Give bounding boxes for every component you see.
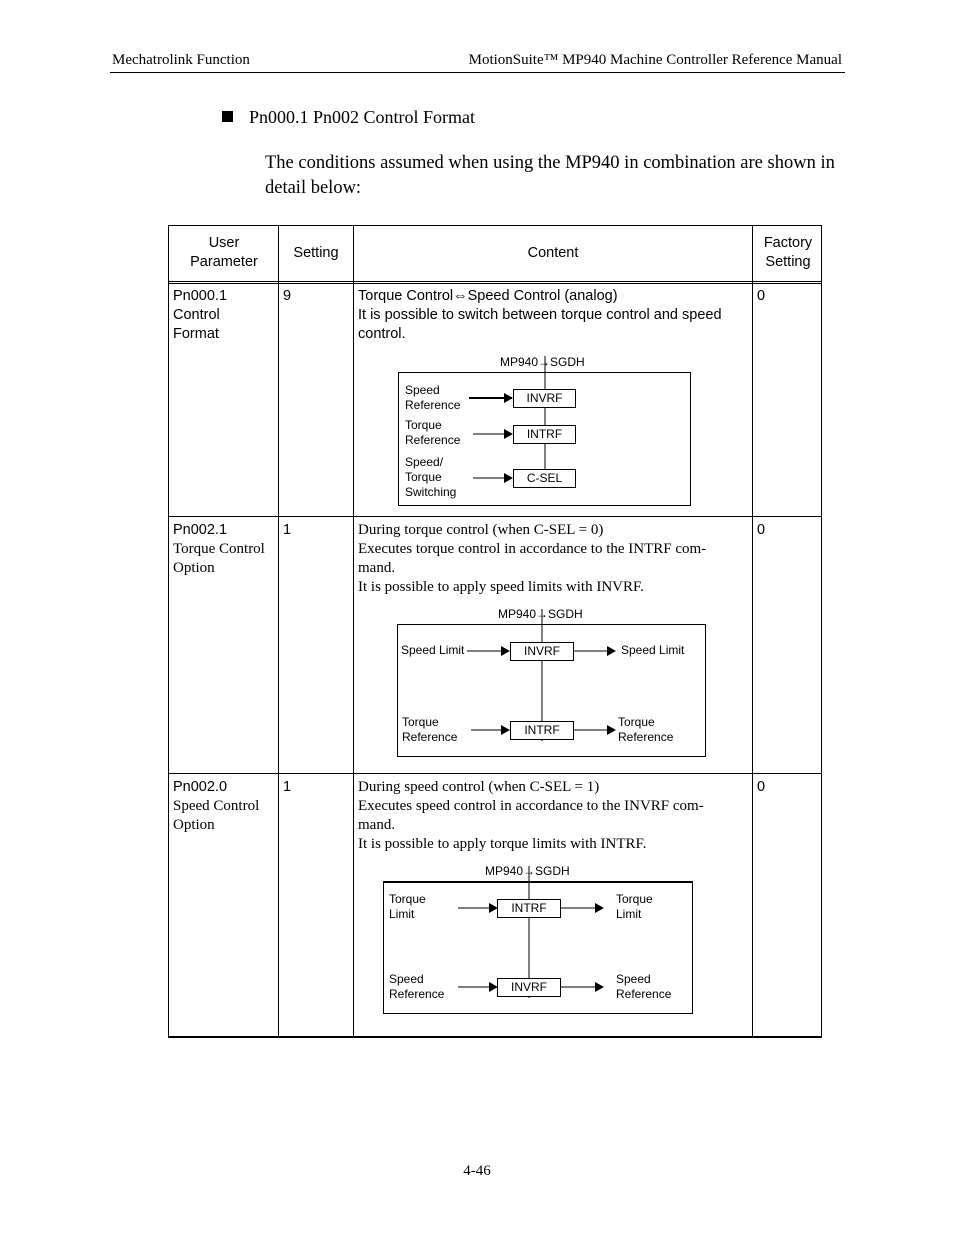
diagram-1-input-label: Speed Reference	[405, 383, 461, 412]
diagram-1-input-label: Speed/ Torque Switching	[405, 455, 457, 499]
param-desc: Torque Control Option	[173, 541, 265, 576]
param-desc: Speed Control Option	[173, 798, 260, 833]
header-chapter: Mechatrolink Function	[112, 52, 250, 68]
section-title: Pn000.1 Pn002 Control Format	[249, 107, 476, 127]
diagram-3-title: MP940→SGDH	[485, 864, 570, 878]
section-heading	[222, 107, 475, 128]
diagram-2-box-intrf: INTRF	[510, 721, 574, 740]
diagram-2-input-label: Speed Limit	[401, 643, 465, 657]
header-rule	[110, 72, 845, 73]
table-row-3-setting: 1	[283, 779, 292, 795]
diagram-1-box-intrf: INTRF	[513, 425, 576, 444]
diagram-3-input-label: Speed Reference	[389, 972, 445, 1001]
content-line: It is possible to switch between torque control and speed control.	[358, 307, 722, 342]
content-line: It is possible to apply torque limits with INTRF.	[358, 836, 647, 852]
diagram-3-output-label: Torque Limit	[616, 892, 653, 921]
page-number: 4-46	[463, 1163, 491, 1179]
intro-paragraph: The conditions assumed when using the MP940 in combination are shown in detail below:	[265, 153, 835, 198]
diagram-3-box-invrf: INVRF	[497, 978, 561, 997]
header-factory-setting: Factory Setting	[763, 235, 813, 270]
diagram-2-output-label: Torque Reference	[618, 715, 674, 744]
param-id: Pn002.0	[173, 779, 228, 795]
diagram-1-input-label: Torque Reference	[405, 418, 461, 447]
content-line: During torque control (when C-SEL = 0)	[358, 522, 604, 538]
table-row-1-factory: 0	[757, 288, 766, 304]
param-id: Pn002.1	[173, 522, 228, 538]
content-line: Executes speed control in accordance to the INVRF com- mand.	[358, 798, 704, 833]
diagram-2-output-label: Speed Limit	[621, 643, 685, 657]
table-row-1-setting: 9	[283, 288, 292, 304]
param-id: Pn000.1	[173, 288, 228, 304]
param-desc: Control Format	[173, 307, 220, 342]
parameter-table	[168, 225, 822, 1038]
diagram-3-output-label: Speed Reference	[616, 972, 672, 1001]
header-setting: Setting	[293, 245, 339, 261]
diagram-2-input-label: Torque Reference	[402, 715, 458, 744]
table-row-2-factory: 0	[757, 522, 766, 538]
diagram-1-box-csel: C-SEL	[513, 469, 576, 488]
content-line: Torque Control⇔Speed Control (analog)	[358, 288, 618, 304]
diagram-2-box-invrf: INVRF	[510, 642, 574, 661]
header-manual-title: MotionSuite™ MP940 Machine Controller Reference Manual	[468, 52, 842, 68]
content-line: Executes torque control in accordance to the INTRF com- mand.	[358, 541, 707, 576]
table-row-3-factory: 0	[757, 779, 766, 795]
diagram-3-input-label: Torque Limit	[389, 892, 426, 921]
diagram-2-title: MP940→SGDH	[498, 607, 583, 621]
header-content: Content	[527, 245, 579, 261]
diagram-3-box-intrf: INTRF	[497, 899, 561, 918]
table-row-2-setting: 1	[283, 522, 292, 538]
diagram-1-title: MP940→SGDH	[500, 355, 585, 369]
diagram-3-connectors	[169, 226, 823, 1039]
square-bullet-icon	[222, 111, 233, 122]
content-line: During speed control (when C-SEL = 1)	[358, 779, 600, 795]
content-line: It is possible to apply speed limits with INVRF.	[358, 579, 644, 595]
header-user-parameter: User Parameter	[190, 235, 258, 270]
diagram-1-box-invrf: INVRF	[513, 389, 576, 408]
